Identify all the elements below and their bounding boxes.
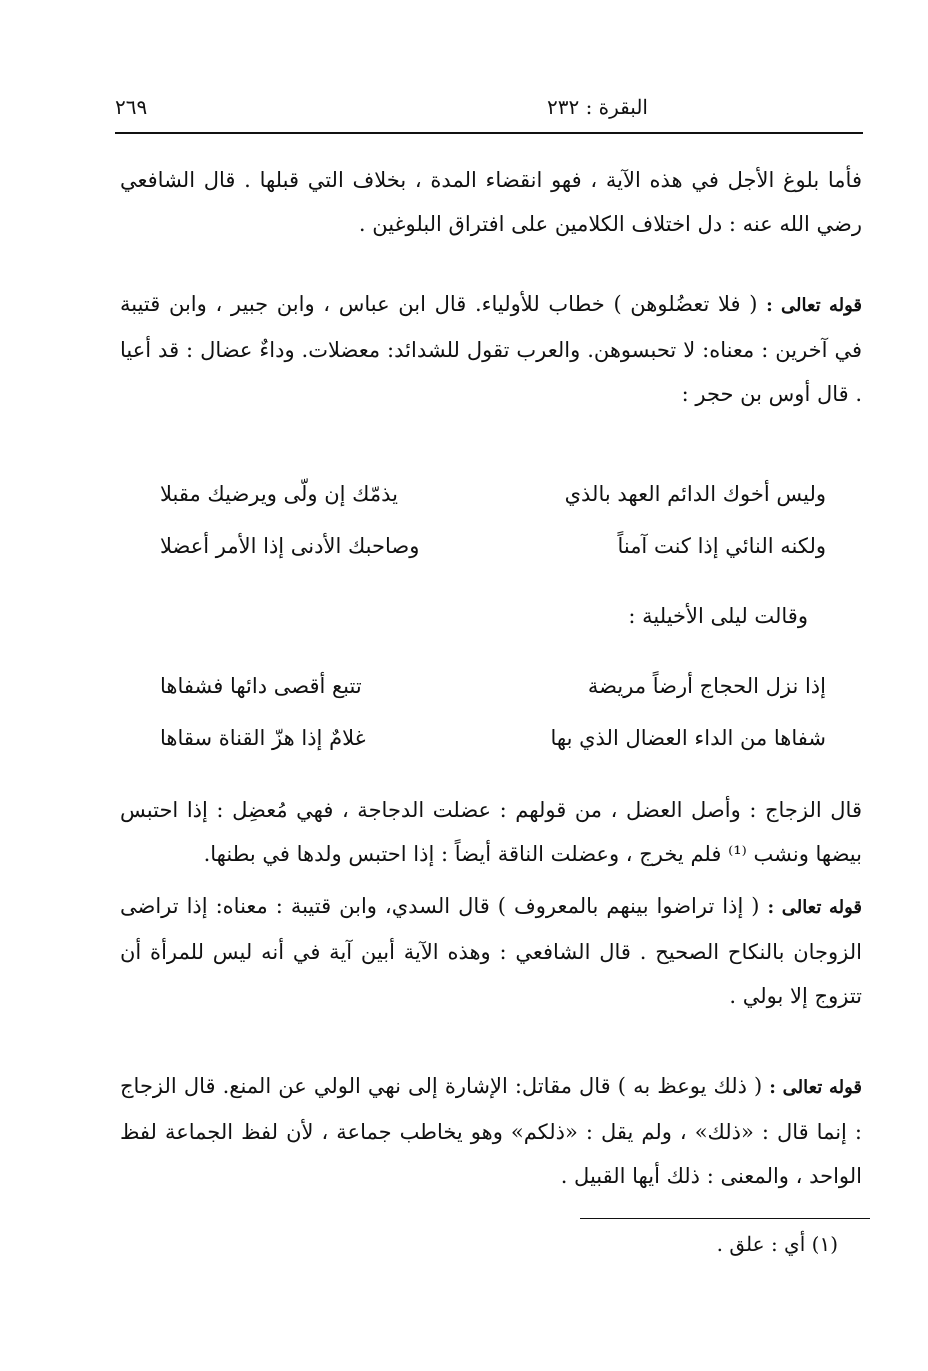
paragraph-1: فأما بلوغ الأجل في هذه الآية ، فهو انقضاء المدة ، بخلاف التي قبلها . قال الشافعي رضي الله عنه : دل اختلاف الكلامين على افتراق البلوغين . [120, 168, 862, 236]
poem2-line-2 [160, 716, 826, 760]
footnote-rule [580, 1218, 870, 1219]
paragraph-2 [120, 282, 862, 416]
hemistich-second: تتبع أقصى دائها فشفاها [160, 674, 362, 698]
hemistich-second: غلامٌ إذا هزّ القناة سقاها [160, 726, 366, 750]
surah-verse-reference: البقرة : ٢٣٢ [546, 95, 648, 119]
paragraph-4 [120, 884, 862, 1018]
running-header [115, 95, 863, 119]
paragraph-3: قال الزجاج : وأصل العضل ، من قولهم : عضلت الدجاجة ، فهي مُعضِل : إذا احتبس بيضها ونشب ⁽¹⁾ فلم يخرج ، وعضلت الناقة أيضاً : إذا احتبس ولدها في بطنها. [120, 798, 862, 866]
hemistich-first: ولكنه النائي إذا كنت آمناً [617, 534, 826, 558]
poem1-line-1 [160, 472, 826, 516]
paragraph-2-lead: قوله تعالى : [766, 295, 862, 316]
footnote: (١) أي : علق . [716, 1232, 838, 1256]
paragraph-5 [120, 1064, 862, 1198]
page-number: ٢٦٩ [115, 95, 148, 119]
poem1-line-2 [160, 524, 826, 568]
header-rule [115, 132, 863, 134]
paragraph-5-lead: قوله تعالى : [769, 1077, 862, 1098]
paragraph-4-lead: قوله تعالى : [767, 897, 862, 918]
hemistich-first: شفاها من الداء العضال الذي بها [550, 726, 826, 750]
hemistich-first: وليس أخوك الدائم العهد بالذي [564, 482, 826, 506]
hemistich-second: وصاحبك الأدنى إذا الأمر أعضلا [160, 534, 420, 558]
paragraph-5-text: ( ذلك يوعظ به ) قال مقاتل: الإشارة إلى نهي الولي عن المنع. قال الزجاج : إنما قال : «ذلك» ، ولم يقل : «ذلكم» وهو يخاطب جماعة ، لأن لفظ الجماعة لفظ الواحد ، والمعنى : ذلك أيها القبيل . [120, 1074, 862, 1188]
poem2-line-1 [160, 664, 826, 708]
poem2-intro: وقالت ليلى الأخيلية : [628, 604, 808, 628]
hemistich-second: يذمّك إن ولّى ويرضيك مقبلا [160, 482, 398, 506]
paragraph-4-text: ( إذا تراضوا بينهم بالمعروف ) قال السدي، وابن قتيبة : معناه: إذا تراضى الزوجان بالنكاح الصحيح . قال الشافعي : وهذه الآية أبين آية في أنه ليس للمرأة أن تتزوج إلا بولي . [120, 894, 862, 1008]
paragraph-2-text: ( فلا تعضُلوهن ) خطاب للأولياء. قال ابن عباس ، وابن جبير ، وابن قتيبة في آخرين : معناه: لا تحبسوهن. والعرب تقول للشدائد: معضلات. وداءٌ عضال : قد أعيا . قال أوس بن حجر : [120, 292, 862, 406]
hemistich-first: إذا نزل الحجاج أرضاً مريضة [587, 674, 826, 698]
